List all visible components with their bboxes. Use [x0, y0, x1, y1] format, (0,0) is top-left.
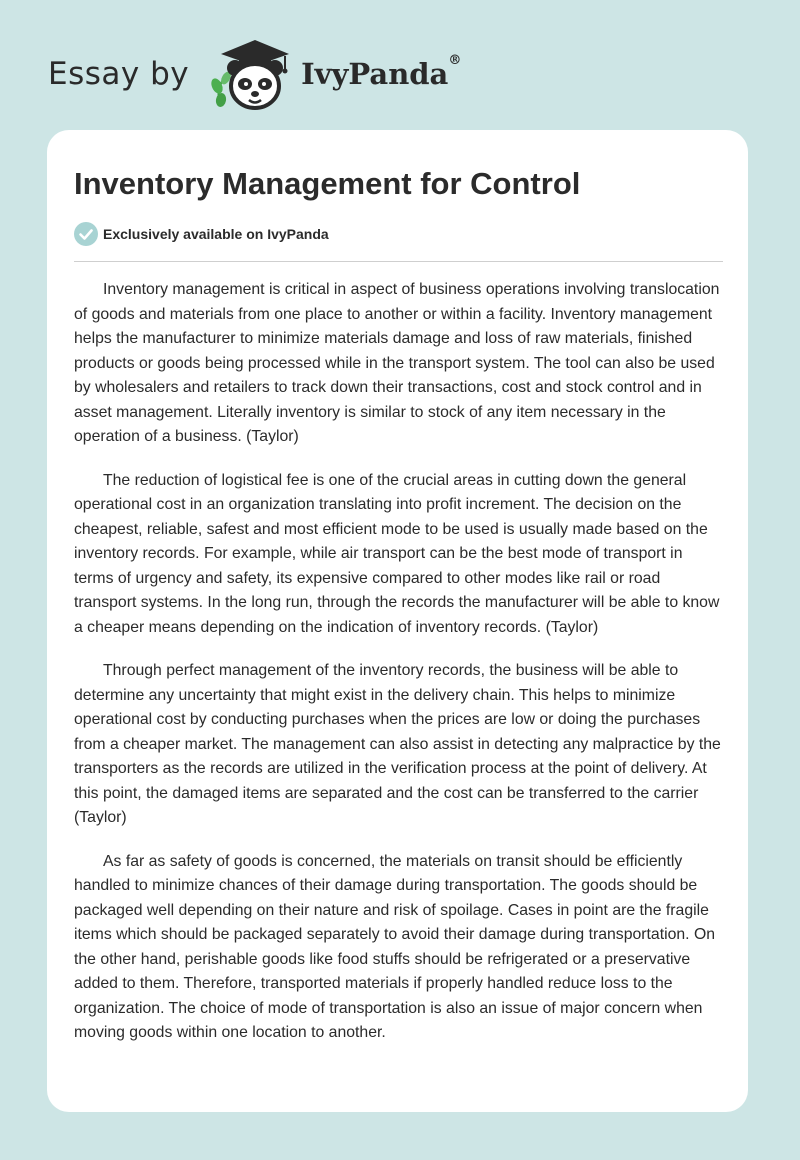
- site-header: [48, 34, 461, 114]
- paragraph: Through perfect management of the inventory records, the business will be able to determine any uncertainty that might exist in the delivery chain. This helps to minimize operational cost by conducting purchases when the prices are low or doing the purchases from a cheaper market. The management can also assist in detecting any malpractice by the transporters as the records are utilized in the verification process at the point of delivery. At this point, the damaged items are separated and the cost can be transferred to the carrier (Taylor): [74, 662, 721, 826]
- article-body: [74, 278, 724, 1065]
- check-circle-icon: [74, 222, 98, 246]
- exclusive-badge-label: Exclusively available on IvyPanda: [103, 226, 329, 242]
- paragraph: Inventory management is critical in aspect of business operations involving translocation of goods and materials from one place to another or within a facility. Inventory management helps the manufacturer to minimize materials damage and loss of raw materials, finished products or goods being processed while in the transport system. The tool can also be used by wholesalers and retailers to track down their transactions, cost and stock control and in asset management. Literally inventory is similar to stock of any item necessary in the operation of a business. (Taylor): [74, 281, 720, 445]
- essay-by-label: Essay by: [48, 56, 190, 92]
- article-card: [47, 130, 748, 1112]
- brand-name: IvyPanda®: [301, 53, 462, 91]
- paragraph: As far as safety of goods is concerned, the materials on transit should be efficiently handled to minimize chances of their damage during transportation. The goods should be packaged well depending on their nature and risk of spoilage. Cases in point are the fragile items which should be packaged separately to avoid their damage during transportation. On the other hand, perishable goods like food stuffs should be refrigerated or a preservative added to them. Therefore, transported materials if properly handled reduce loss to the organization. The choice of mode of transportation is also an issue of major concern when moving goods within one location to another.: [74, 852, 716, 1041]
- divider: [74, 261, 723, 262]
- paragraph: The reduction of logistical fee is one of the crucial areas in cutting down the general operational cost in an organization translating into profit increment. The decision on the cheapest, reliable, safest and most efficient mode to be used is usually made based on the inventory records. For example, while air transport can be the best mode of transport in terms of urgency and safety, its expensive compared to other modes like rail or road transport systems. In the long run, through the records the manufacturer will be able to know a cheaper means depending on the indication of inventory records. (Taylor): [74, 471, 720, 636]
- article-title: Inventory Management for Control: [74, 166, 581, 201]
- exclusive-badge: [74, 222, 329, 246]
- panda-logo-icon: [205, 34, 299, 114]
- registered-mark: ®: [448, 53, 462, 68]
